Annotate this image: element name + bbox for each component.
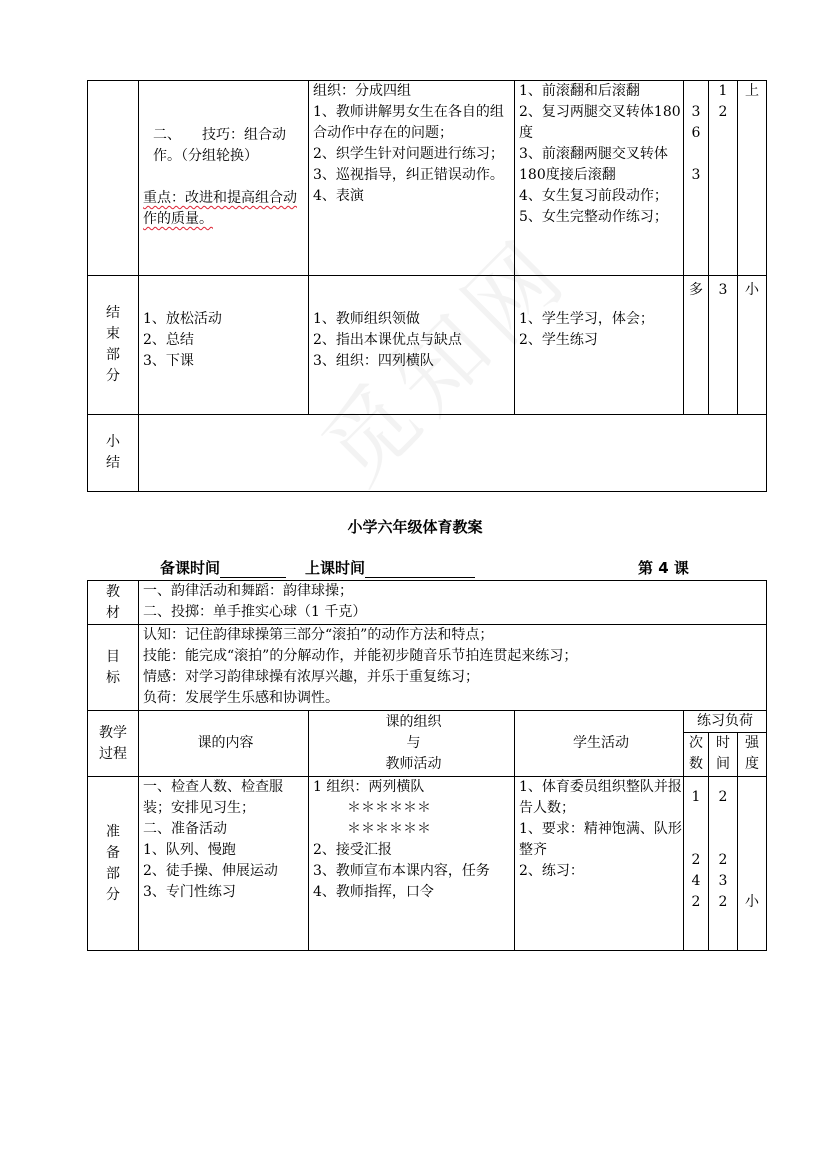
content-line: 1、队列、慢跑 (143, 842, 236, 858)
count-value: 2 (691, 894, 701, 910)
count-value: 1 (691, 789, 701, 805)
header-text: 学生活动 (573, 735, 629, 751)
table-row-preparation (88, 777, 767, 951)
content-line: 2、徒手操、伸展运动 (143, 863, 278, 879)
material-line: 一、韵律活动和舞蹈：韵律球操； (143, 583, 353, 599)
summary-cell (139, 415, 767, 492)
time-value: 2 (718, 789, 728, 805)
header-text: 时 (716, 735, 730, 751)
prep-time-label: 备课时间 (160, 559, 221, 577)
content-cell (139, 777, 309, 951)
count-cell (684, 777, 709, 951)
table-row-material (88, 581, 767, 625)
goal-line: 技能：能完成“滚拍”的分解动作，并能初步随音乐节拍连贯起来练习； (143, 648, 578, 664)
org-line: 组织：分成四组 (313, 83, 411, 99)
section-label-cell (88, 415, 139, 492)
org-line: 1 组织：两列横队 (313, 779, 425, 795)
student-line: 2、练习： (519, 863, 584, 879)
count-value: 4 (691, 873, 701, 889)
count-value: 3 (691, 104, 701, 120)
header-text: 课的内容 (197, 735, 254, 751)
content-cell (139, 276, 309, 415)
section-label-cell (88, 777, 139, 951)
intensity-value: 小 (745, 282, 759, 298)
student-line: 5、女生完整动作练习； (519, 209, 668, 225)
label-char: 准 (106, 823, 120, 840)
count-value: 6 (691, 125, 701, 141)
org-cell (309, 777, 515, 951)
content-line: 重点：改进和提高组合动作的质量。 (143, 190, 297, 227)
lesson-number: 第 4 课 (638, 559, 689, 577)
class-time (305, 557, 475, 578)
header-text: 间 (716, 756, 730, 772)
label-char: 结 (106, 455, 120, 471)
prep-time-blank (220, 563, 286, 578)
header-text: 次 (689, 735, 703, 751)
label-char: 结 (106, 305, 120, 321)
intensity-header (738, 733, 767, 777)
table-row-ending (88, 276, 767, 415)
count-value: 3 (691, 167, 701, 183)
class-time-blank (365, 563, 475, 578)
table-row-gymnastics (88, 81, 767, 276)
label-char: 材 (106, 604, 120, 621)
label-char: 分 (106, 368, 120, 384)
org-line: 2、织学生针对问题进行练习； (313, 146, 504, 162)
count-cell (684, 276, 709, 415)
goal-line: 负荷：发展学生乐感和协调性。 (143, 690, 339, 706)
time-header (709, 733, 738, 777)
formation-row: ＊＊＊＊＊＊ (347, 821, 431, 837)
label-char: 分 (106, 886, 120, 903)
goal-line: 情感：对学习韵律球操有浓厚兴趣，并乐于重复练习； (143, 669, 479, 685)
student-line: 4、女生复习前段动作； (519, 188, 668, 204)
org-line: 2、接受汇报 (313, 842, 392, 858)
student-line: 1、学生学习，体会； (519, 311, 654, 327)
org-line: 3、教师宣布本课内容，任务 (313, 863, 490, 879)
goals-cell (139, 625, 767, 711)
time-value: 2 (718, 104, 728, 120)
label-char: 部 (106, 347, 120, 363)
material-cell (139, 581, 767, 625)
org-cell (309, 276, 515, 415)
header-text: 教师活动 (385, 756, 442, 772)
header-text: 数 (689, 756, 703, 772)
content-line: 一、检查人数、检查服装；安排见习生； (143, 779, 283, 816)
label-char: 教 (106, 583, 120, 600)
process-header (88, 711, 139, 777)
label-char: 标 (106, 669, 120, 686)
header-text: 课的组织 (385, 714, 442, 730)
org-line: 3、组织：四列横队 (313, 353, 434, 369)
student-cell (515, 276, 684, 415)
material-line: 二、投掷：单手推实心球（1 千克） (143, 604, 367, 620)
section-label-cell (88, 81, 139, 276)
time-cell (709, 81, 738, 276)
intensity-value: 小 (745, 894, 759, 910)
content-line: 2、总结 (143, 332, 194, 348)
label-char: 小 (106, 434, 120, 450)
material-label-cell (88, 581, 139, 625)
content-line: 二、 技巧：组合动作。（分组轮换） (153, 127, 286, 164)
student-line: 2、学生练习 (519, 332, 598, 348)
org-header (309, 711, 515, 777)
intensity-cell (738, 777, 767, 951)
time-value: 3 (718, 282, 728, 298)
time-value: 2 (718, 894, 728, 910)
org-line: 2、指出本课优点与缺点 (313, 332, 462, 348)
org-line: 3、巡视指导，纠正错误动作。 (313, 167, 504, 183)
time-value: 1 (718, 83, 728, 99)
prep-time (160, 557, 286, 578)
student-line: 1、前滚翻和后滚翻 (519, 83, 640, 99)
header-text: 教学 (99, 724, 127, 741)
time-value: 3 (718, 873, 728, 889)
content-line: 二、准备活动 (143, 821, 227, 837)
page-title: 小学六年级体育教案 (347, 518, 483, 536)
student-cell (515, 777, 684, 951)
lesson-table-continued (87, 80, 767, 492)
content-line: 3、专门性练习 (143, 884, 236, 900)
label-char: 部 (106, 865, 120, 882)
content-header (139, 711, 309, 777)
count-header (684, 733, 709, 777)
section-label-cell (88, 276, 139, 415)
student-line: 3、前滚翻两腿交叉转体180度接后滚翻 (519, 146, 668, 183)
lesson-plan-table (87, 580, 767, 951)
time-cell (709, 276, 738, 415)
student-line: 1、体育委员组织整队并报告人数； (519, 779, 682, 816)
load-header (684, 711, 767, 733)
label-char: 备 (106, 844, 120, 861)
table-header-row (88, 711, 767, 733)
org-line: 4、表演 (313, 188, 364, 204)
goal-line: 认知：记住韵律球操第三部分“滚拍”的动作方法和特点； (143, 627, 494, 643)
org-line: 1、教师讲解男女生在各自的组合动作中存在的问题； (313, 104, 504, 141)
count-value: 2 (691, 852, 701, 868)
label-char: 目 (106, 648, 120, 665)
table-row-summary (88, 415, 767, 492)
student-line: 1、要求：精神饱满、队形整齐 (519, 821, 682, 858)
student-header (515, 711, 684, 777)
goals-label-cell (88, 625, 139, 711)
label-char: 束 (106, 326, 120, 342)
header-text: 练习负荷 (697, 713, 753, 729)
table-row-goals (88, 625, 767, 711)
content-cell (139, 81, 309, 276)
header-text: 度 (745, 756, 759, 772)
student-line: 2、复习两腿交叉转体180度 (519, 104, 681, 141)
content-line: 1、放松活动 (143, 311, 222, 327)
intensity-cell (738, 81, 767, 276)
formation-row: ＊＊＊＊＊＊ (347, 800, 431, 816)
intensity-value: 上 (745, 83, 759, 99)
header-text: 过程 (99, 745, 127, 762)
intensity-cell (738, 276, 767, 415)
count-cell (684, 81, 709, 276)
org-cell (309, 81, 515, 276)
content-line: 3、下课 (143, 353, 194, 369)
time-value: 2 (718, 852, 728, 868)
student-cell (515, 81, 684, 276)
count-value: 多 (689, 282, 703, 298)
time-cell (709, 777, 738, 951)
org-line: 1、教师组织领做 (313, 311, 420, 327)
header-text: 强 (745, 735, 759, 751)
header-text: 与 (406, 735, 421, 751)
class-time-label: 上课时间 (305, 559, 366, 577)
org-line: 4、教师指挥，口令 (313, 884, 434, 900)
